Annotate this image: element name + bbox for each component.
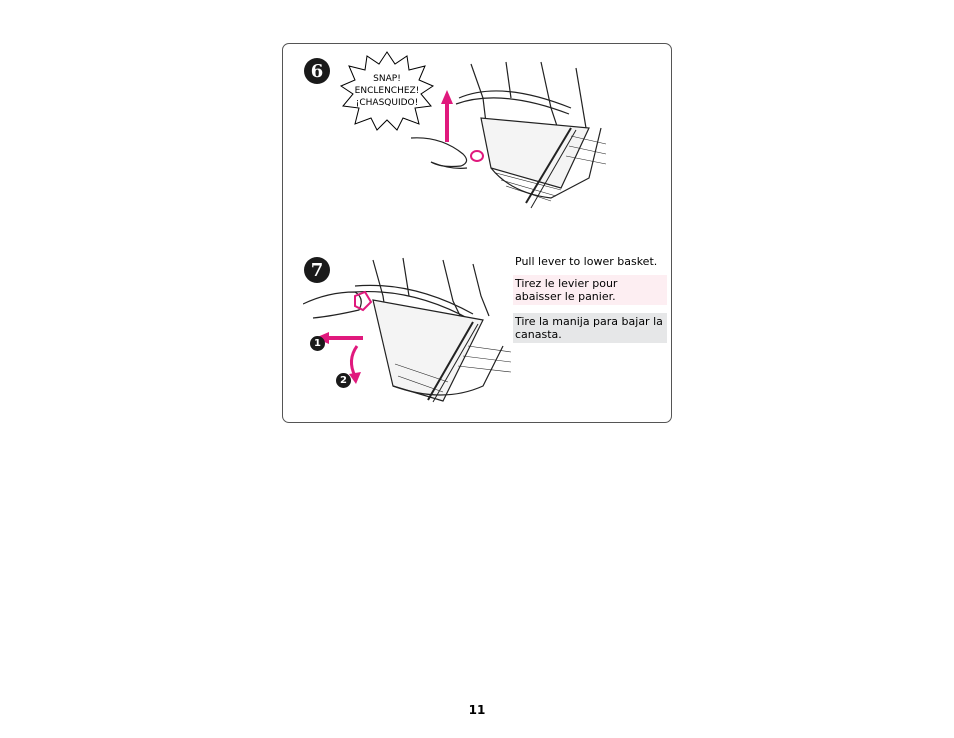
step-6-badge: 6	[304, 58, 330, 84]
sub-step-1-badge: 1	[310, 336, 325, 351]
burst-line-1: SNAP!	[373, 74, 401, 84]
burst-line-3: ¡CHASQUIDO!	[355, 98, 419, 108]
step-6-illustration	[411, 58, 611, 214]
step-7-badge: 7	[304, 257, 330, 283]
burst-line-2: ENCLENCHEZ!	[354, 86, 420, 96]
instruction-panel	[282, 43, 672, 423]
caption-spanish: Tire la manija para bajar la canasta.	[513, 313, 667, 343]
sub-step-2-badge: 2	[336, 373, 351, 388]
step-7-illustration	[303, 256, 515, 404]
caption-french: Tirez le levier pour abaisser le panier.	[513, 275, 667, 305]
caption-english: Pull lever to lower basket.	[515, 255, 658, 268]
page-number: 11	[468, 703, 486, 717]
